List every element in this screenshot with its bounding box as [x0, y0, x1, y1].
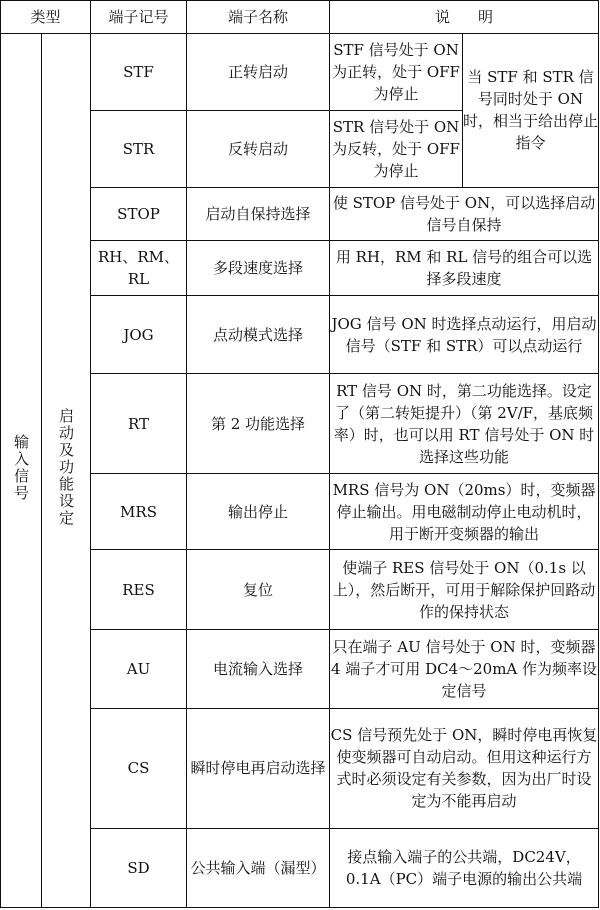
name-cell: 公共输入端（漏型）	[187, 829, 330, 908]
description-cell: JOG 信号 ON 时选择点动运行，用启动信号（STF 和 STR）可以点动运行	[330, 295, 599, 374]
name-cell: 第 2 功能选择	[187, 374, 330, 474]
terminal-cell: STF	[91, 34, 187, 111]
terminal-cell: RH、RM、RL	[91, 241, 187, 296]
subcategory-label: 启动及功能设定	[57, 408, 75, 527]
name-cell: 输出停止	[187, 474, 330, 550]
name-cell: 正转启动	[187, 34, 330, 111]
table-row	[1, 295, 599, 374]
name-cell: 瞬时停电再启动选择	[187, 708, 330, 828]
header-row	[1, 1, 599, 34]
category-label: 输入信号	[12, 433, 30, 502]
terminal-cell: MRS	[91, 474, 187, 550]
terminal-cell: SD	[91, 829, 187, 908]
terminal-cell: RT	[91, 374, 187, 474]
shared-note-cell: 当 STF 和 STR 信号同时处于 ON 时，相当于给出停止指令	[463, 34, 599, 188]
table-row	[1, 374, 599, 474]
description-cell: CS 信号预先处于 ON，瞬时停电再恢复使变频器可自动启动。但用这种运行方式时必须设定有关参数，因为出厂时设定为不能再启动	[330, 708, 599, 828]
description-cell: STR 信号处于 ON 为反转，处于 OFF 为停止	[330, 110, 463, 187]
description-cell: STF 信号处于 ON 为正转，处于 OFF 为停止	[330, 34, 463, 111]
subcategory-cell	[42, 34, 91, 908]
category-cell	[1, 34, 42, 908]
header-description-b: 明	[478, 8, 494, 26]
name-cell: 电流输入选择	[187, 630, 330, 709]
name-cell: 复位	[187, 550, 330, 630]
name-cell: 多段速度选择	[187, 241, 330, 296]
table-row	[1, 241, 599, 296]
description-cell: RT 信号 ON 时，第二功能选择。设定了（第二转矩提升）（第 2V/F，基底频率）时，也可以用 RT 信号处于 ON 时选择这些功能	[330, 374, 599, 474]
terminal-cell: AU	[91, 630, 187, 709]
table-row	[1, 34, 599, 111]
description-cell: 用 RH，RM 和 RL 信号的组合可以选择多段速度	[330, 241, 599, 296]
name-cell: 启动自保持选择	[187, 187, 330, 241]
description-cell: 使 STOP 信号处于 ON，可以选择启动信号自保持	[330, 187, 599, 241]
terminal-cell: STR	[91, 110, 187, 187]
terminal-cell: JOG	[91, 295, 187, 374]
table-row	[1, 187, 599, 241]
description-cell: 接点输入端子的公共端，DC24V，0.1A（PC）端子电源的输出公共端	[330, 829, 599, 908]
header-description-a: 说	[435, 8, 451, 26]
name-cell: 反转启动	[187, 110, 330, 187]
name-cell: 点动模式选择	[187, 295, 330, 374]
table-row	[1, 474, 599, 550]
header-terminal: 端子记号	[91, 1, 187, 34]
table-row	[1, 630, 599, 709]
terminal-cell: CS	[91, 708, 187, 828]
header-type: 类型	[1, 1, 91, 34]
table-row	[1, 708, 599, 828]
table-row	[1, 550, 599, 630]
terminal-cell: STOP	[91, 187, 187, 241]
description-cell: 只在端子 AU 信号处于 ON 时，变频器 4 端子才可用 DC4～20mA 作为频率设定信号	[330, 630, 599, 709]
header-name: 端子名称	[187, 1, 330, 34]
description-cell: 使端子 RES 信号处于 ON（0.1s 以上），然后断开，可用于解除保护回路动作的保持状态	[330, 550, 599, 630]
table-row	[1, 829, 599, 908]
description-cell: MRS 信号为 ON（20ms）时，变频器停止输出。用电磁制动停止电动机时，用于断开变频器的输出	[330, 474, 599, 550]
terminal-cell: RES	[91, 550, 187, 630]
header-description	[330, 1, 599, 34]
